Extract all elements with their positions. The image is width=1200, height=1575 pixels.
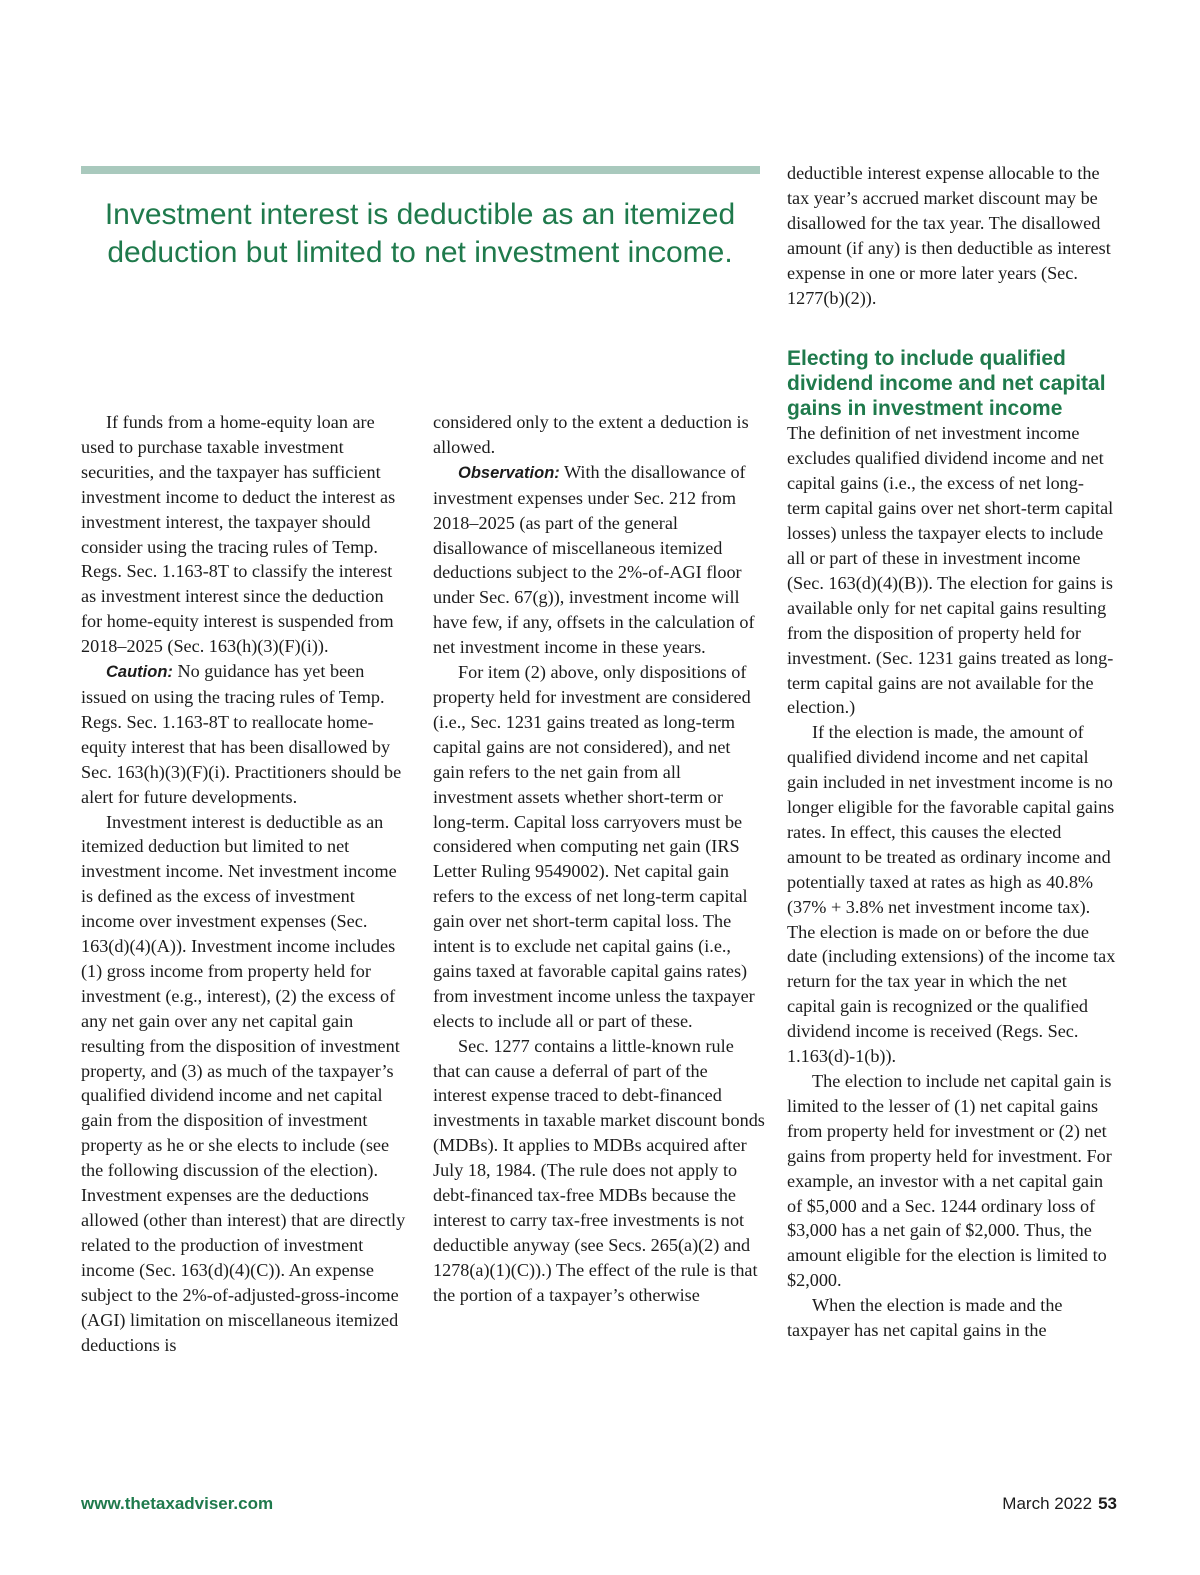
paragraph: When the election is made and the taxpayer has net capital gains in the [787,1295,1063,1341]
pull-quote-rule [81,166,760,174]
footer-issue [1002,1494,1117,1514]
section-heading: Electing to include qualified dividend income and net capital gains in investment income [787,347,1106,421]
issue-date: March 2022 [1002,1494,1093,1513]
website-link[interactable]: www.thetaxadviser.com [81,1494,274,1513]
paragraph: deductible interest expense allocable to the tax year’s accrued market discount may be disallowed for the tax year. The disallowed amount (if any) is then deductible as interest expense in one or more later years (Sec. 1277(b)(2)). [787,163,1111,308]
observation-text: With the disallowance of investment expenses under Sec. 212 from 2018–2025 (as part of the general disallowance of miscellaneous itemized deductions subject to the 2%-of-AGI floor under Sec. 67(g)), investment income will have few, if any, offsets in the calculation of net investment income in these years. [433,461,755,658]
paragraph: The definition of net investment income excludes qualified dividend income and net capital gains (i.e., the excess of net long-term capital gains over net short-term capital losses) unless the taxpayer elects to include all or part of these in investment income (Sec. 163(d)(4)(B)). The election for gains is available only for net capital gains resulting from the disposition of property held for investment. (Sec. 1231 gains treated as long-term capital gains are not available for the election.) [787,423,1114,718]
pull-quote: Investment interest is deductible as an itemized deduction but limited to net investment income. [104,198,736,269]
caution-text: No guidance has yet been issued on using the tracing rules of Temp. Regs. Sec. 1.163-8T to reallocate home-equity interest that has been disallowed by Sec. 163(h)(3)(F)(i). Practitioners should be alert for future developments. [81,661,402,807]
observation-paragraph [433,460,765,660]
paragraph: For item (2) above, only dispositions of property held for investment are considered (i.e., Sec. 1231 gains treated as long-term capital gains are not considered), and net gain refers to the net gain from all investment assets whether short-term or long-term. Capital loss carryovers must be considered when computing net gain (IRS Letter Ruling 9549002). Net capital gain refers to the excess of net long-term capital gain over net short-term capital loss. The intent is to exclude net capital gains (i.e., gains taxed at favorable capital gains rates) from investment income unless the taxpayer elects to include all or part of these. [433,662,755,1031]
paragraph: If the election is made, the amount of qualified dividend income and net capital gain included in net investment income is no longer eligible for the favorable capital gains rates. In effect, this causes the elected amount to be treated as ordinary income and potentially taxed at rates as high as 40.8% (37% + 3.8% net investment income tax). The election is made on or before the due date (including extensions) of the income tax return for the tax year in which the net capital gain is recognized or the qualified dividend income is received (Regs. Sec. 1.163(d)-1(b)). [787,722,1116,1067]
column-2 [433,410,765,1308]
caution-paragraph [81,659,406,809]
page-number: 53 [1098,1494,1117,1513]
paragraph: If funds from a home-equity loan are used to purchase taxable investment securities, and the taxpayer has sufficient investment income to deduct the interest as investment interest, the taxpayer should consider using the tracing rules of Temp. Regs. Sec. 1.163-8T to classify the interest as investment interest since the deduction for home-equity interest is suspended from 2018–2025 (Sec. 163(h)(3)(F)(i)). [81,412,396,657]
paragraph: considered only to the extent a deduction is allowed. [433,412,749,457]
paragraph: Sec. 1277 contains a little-known rule that can cause a deferral of part of the interest expense traced to debt-financed investments in taxable market discount bonds (MDBs). It applies to MDBs acquired after July 18, 1984. (The rule does not apply to debt-financed tax-free MDBs because the interest to carry tax-free investments is not deductible anyway (see Secs. 265(a)(2) and 1278(a)(1)(C)).) The effect of the rule is that the portion of a taxpayer’s otherwise [433,1035,765,1305]
paragraph: The election to include net capital gain is limited to the lesser of (1) net capital gains from property held for investment or (2) net gains from property held for investment. For example, an investor with a net capital gain of $5,000 and a Sec. 1244 ordinary loss of $3,000 has a net gain of $2,000. Thus, the amount eligible for the election is limited to $2,000. [787,1071,1112,1291]
paragraph: Investment interest is deductible as an itemized deduction but limited to net investment income. Net investment income is defined as the excess of investment income over investment expenses (Sec. 163(d)(4)(A)). Investment income includes (1) gross income from property held for investment (e.g., interest), (2) the excess of any net gain over any net capital gain resulting from the disposition of investment property, and (3) as much of the taxpayer’s qualified dividend income and net capital gain from the disposition of investment property as he or she elects to include (see the following discussion of the election). Investment expenses are the deductions allowed (other than interest) that are directly related to the production of investment income (Sec. 163(d)(4)(C)). An expense subject to the 2%-of-adjusted-gross-income (AGI) limitation on miscellaneous itemized deductions is [81,811,406,1355]
observation-label: Observation: [458,463,560,482]
column-1 [81,410,406,1357]
caution-label: Caution: [106,663,173,682]
column-3 [787,161,1117,1343]
